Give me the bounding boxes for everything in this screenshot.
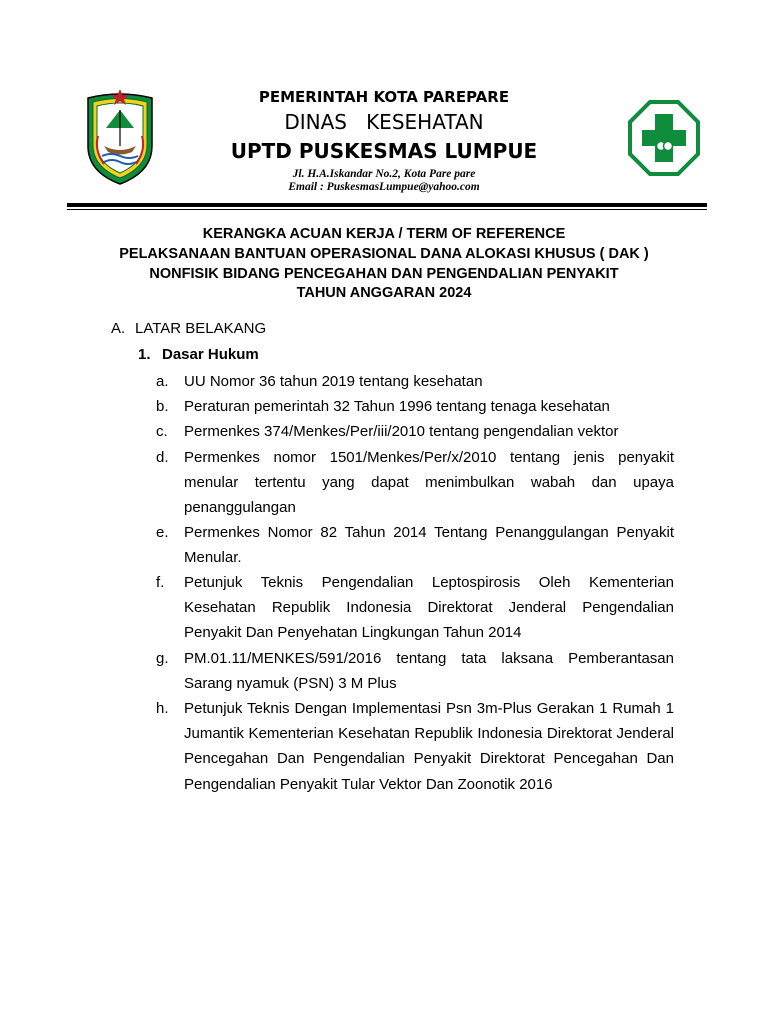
list-letter: h. — [156, 700, 169, 717]
list-text: Permenkes nomor 1501/Menkes/Per/x/2010 tentang jenis penyakit menular tertentu yang dapat menimbulkan wabah dan upaya penanggulangan — [184, 449, 674, 517]
list-letter: c. — [156, 423, 168, 440]
list-text: Permenkes 374/Menkes/Per/iii/2010 tentang pengendalian vektor — [184, 423, 619, 440]
subsection-label: Dasar Hukum — [162, 346, 259, 363]
letterhead-divider-thin — [67, 209, 707, 210]
subsection-marker: 1. — [138, 346, 151, 363]
list-text: Peraturan pemerintah 32 Tahun 1996 tentang tenaga kesehatan — [184, 398, 610, 415]
document-title-line-3: NONFISIK BIDANG PENCEGAHAN DAN PENGENDALIAN PENYAKIT — [149, 266, 619, 282]
letterhead-divider-thick — [67, 203, 707, 207]
section-label: LATAR BELAKANG — [135, 320, 267, 337]
letterhead-unit: UPTD PUSKESMAS LUMPUE — [230, 139, 538, 163]
list-letter: f. — [156, 574, 165, 591]
document-title-line-2: PELAKSANAAN BANTUAN OPERASIONAL DANA ALOKASI KHUSUS ( DAK ) — [119, 246, 649, 262]
letterhead-government: PEMERINTAH KOTA PAREPARE — [258, 88, 510, 106]
list-text: PM.01.11/MENKES/591/2016 tentang tata laksana Pemberantasan Sarang nyamuk (PSN) 3 M Plus — [184, 650, 674, 693]
list-text: Petunjuk Teknis Dengan Implementasi Psn 3m-Plus Gerakan 1 Rumah 1 Jumantik Kementerian Kesehatan Republik Indonesia Direktorat Jenderal Pencegahan Dan Pengendalian Penyakit Direktorat Pencegahan Dan Pengendalian Penyakit Tular Vektor Dan Zoonotik 2016 — [184, 700, 674, 793]
document-title-line-1: KERANGKA ACUAN KERJA / TERM OF REFERENCE — [202, 226, 566, 242]
list-text: Permenkes Nomor 82 Tahun 2014 Tentang Penanggulangan Penyakit Menular. — [184, 524, 674, 567]
list-letter: g. — [156, 650, 169, 667]
letterhead-email: Email : PuskesmasLumpue@yahoo.com — [288, 181, 480, 193]
list-letter: e. — [156, 524, 169, 541]
list-letter: b. — [156, 398, 169, 415]
list-letter: d. — [156, 449, 169, 466]
document-title-line-4: TAHUN ANGGARAN 2024 — [296, 285, 472, 301]
subsection-heading-1 — [138, 346, 259, 363]
section-marker: A. — [111, 320, 126, 337]
list-letter: a. — [156, 373, 169, 390]
list-text: UU Nomor 36 tahun 2019 tentang kesehatan — [184, 373, 483, 390]
letterhead-agency: DINAS KESEHATAN — [284, 110, 484, 134]
letterhead-address: Jl. H.A.Iskandar No.2, Kota Pare pare — [292, 168, 476, 180]
section-heading-a — [111, 320, 266, 337]
list-text: Petunjuk Teknis Pengendalian Leptospirosis Oleh Kementerian Kesehatan Republik Indonesia Direktorat Jenderal Pengendalian Penyakit Dan Penyehatan Lingkungan Tahun 2014 — [184, 574, 674, 642]
